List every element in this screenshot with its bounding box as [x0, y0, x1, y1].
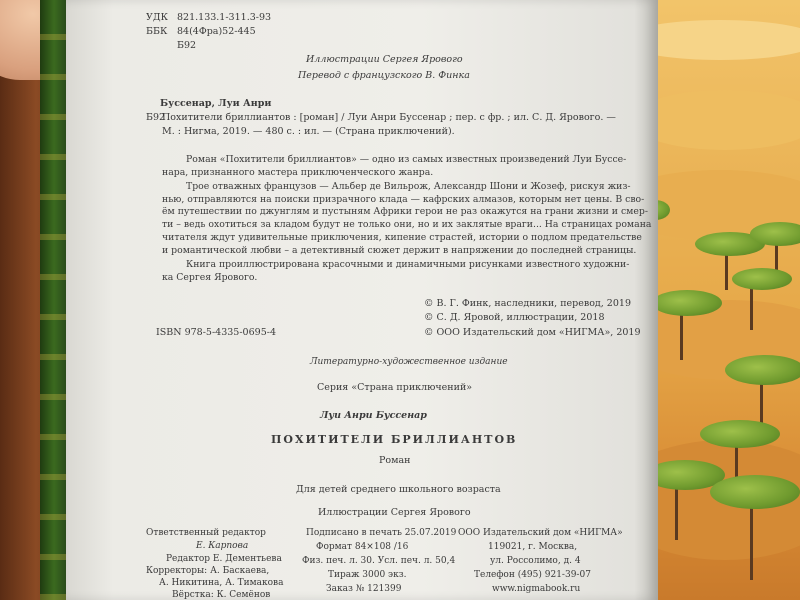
edition-genre: Литературно-художественное издание: [310, 357, 508, 367]
acacia-tree: [700, 420, 780, 448]
copyright-translation: © В. Г. Финк, наследники, перевод, 2019: [424, 298, 631, 309]
bib-line-2: М. : Нигма, 2019. — 480 с. : ил. — (Страна приключений).: [162, 126, 455, 137]
isbn: ISBN 978-5-4335-0695-4: [156, 327, 276, 338]
tree-trunk: [750, 285, 753, 330]
annotation-paragraph-3: [162, 259, 629, 284]
imprint-format: Формат 84×108 /16: [316, 542, 409, 552]
imprint-publisher-name: ООО Издательский дом «НИГМА»: [458, 528, 623, 538]
imprint-publisher-street: ул. Россолимо, д. 4: [490, 556, 581, 566]
edition-subtitle: Роман: [379, 455, 411, 466]
cover-pattern: [40, 0, 68, 600]
savanna-illustration: [640, 0, 800, 600]
author-code: Б92: [177, 40, 197, 51]
copyright-publisher: © ООО Издательский дом «НИГМА», 2019: [424, 327, 641, 338]
annotation-line: читателя ждут удивительные приключения, кипение страстей, истории о подлом предательстве: [162, 231, 642, 243]
imprint-correctors-2: А. Никитина, А. Тимакова: [159, 578, 284, 588]
illustrator-credit: Иллюстрации Сергея Ярового: [306, 54, 463, 65]
imprint-publisher-site: www.nigmabook.ru: [492, 584, 581, 594]
annotation-line: и романтической любви – а детективный сюжет держит в напряжении до последней страницы.: [162, 244, 637, 256]
acacia-tree: [725, 355, 800, 385]
imprint-editor-name: Е. Карпова: [196, 541, 249, 551]
annotation-line: ти – ведь охотиться за кладом будут не только они, но и их заклятые враги... На страницах романа: [162, 219, 652, 231]
copyright-illustrations: © С. Д. Яровой, иллюстрации, 2018: [424, 312, 605, 323]
edition-illustrator: Иллюстрации Сергея Ярового: [318, 507, 471, 518]
tree-trunk: [680, 310, 683, 360]
imprint-sheets: Физ. печ. л. 30. Усл. печ. л. 50,4: [302, 556, 456, 566]
tree-trunk: [725, 250, 728, 290]
bib-author: Буссенар, Луи Анри: [160, 98, 272, 109]
acacia-tree: [652, 290, 722, 316]
imprint-print-run: Тираж 3000 экз.: [328, 570, 407, 580]
imprint-publisher-phone: Телефон (495) 921-39-07: [474, 570, 591, 580]
acacia-tree: [732, 268, 792, 290]
imprint-order: Заказ № 121399: [326, 584, 402, 594]
edition-author: Луи Анри Буссенар: [320, 410, 427, 421]
imprint-publisher-city: 119021, г. Москва,: [488, 542, 578, 552]
bbk-label: ББК: [146, 26, 168, 37]
annotation-line: нью, отправляются на поиски призрачного клада — кафрских алмазов, которым нет цены. В сво-: [162, 193, 645, 205]
imprint-editor-title: Ответственный редактор: [146, 528, 266, 538]
annotation-line: ка Сергея Ярового.: [162, 271, 258, 283]
udk-label: УДК: [146, 12, 168, 23]
annotation-line: нара, признанного мастера приключенческого жанра.: [162, 166, 434, 178]
imprint-layout: Вёрстка: К. Семёнов: [172, 590, 271, 600]
imprint-signed: Подписано в печать 25.07.2019: [306, 528, 457, 538]
bib-line-1: Похитители бриллиантов : [роман] / Луи Анри Буссенар ; пер. с фр. ; ил. С. Д. Ярового. —: [162, 112, 616, 123]
annotation-line: Трое отважных французов — Альбер де Вильрож, Александр Шони и Жозеф, рискуя жиз-: [186, 181, 631, 192]
translator-credit: Перевод с французского В. Финка: [298, 70, 470, 81]
imprint-page: [66, 0, 658, 600]
annotation-line: ём путешествии по джунглям и пустыням Африки герои не раз окажутся на грани жизни и смер-: [162, 206, 648, 218]
tree-trunk: [750, 500, 753, 580]
udk-value: 821.133.1-311.3-93: [177, 12, 272, 23]
edition-series: Серия «Страна приключений»: [317, 382, 473, 393]
edition-title: ПОХИТИТЕЛИ БРИЛЛИАНТОВ: [271, 433, 518, 446]
annotation-line: Роман «Похитители бриллиантов» — одно из самых известных произведений Луи Буссе-: [186, 154, 627, 165]
imprint-editor-2: Редактор Е. Дементьева: [166, 554, 282, 564]
bbk-value: 84(4Фра)52-445: [177, 26, 256, 37]
annotation-line: Книга проиллюстрирована красочными и динамичными рисунками известного художни-: [186, 259, 630, 270]
acacia-tree: [710, 475, 800, 509]
annotation-paragraph-2: [162, 181, 651, 257]
imprint-correctors: Корректоры: А. Баскаева,: [146, 566, 270, 576]
bib-code: Б92: [146, 112, 166, 123]
annotation-paragraph-1: [162, 154, 626, 179]
edition-age: Для детей среднего школьного возраста: [296, 484, 501, 495]
